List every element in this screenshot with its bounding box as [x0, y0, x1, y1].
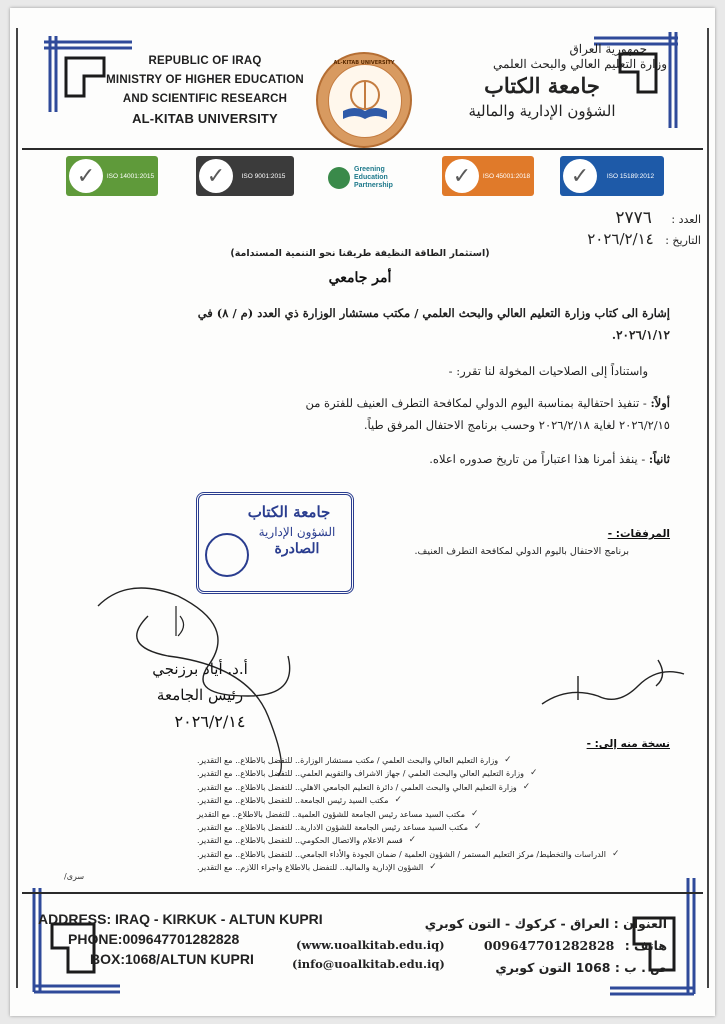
stamp-seal-icon: [205, 533, 249, 577]
reference-paragraph-line1: إشارة الى كتاب وزارة التعليم العالي والبحث العلمي / مكتب مستشار الوزارة ذي العدد (م / ٨) في: [197, 306, 670, 320]
first-clause-line1: أولاً: - تنفيذ احتفالية بمناسبة اليوم الدولي لمكافحة التطرف العنيف للفترة من: [305, 396, 670, 410]
checkmark-icon: ✓: [408, 835, 417, 846]
copy-recipient: ✓ الدراسات والتخطيط/ مركز التعليم المستمر / الشؤون العلمية / ضمان الجودة والأداء الجامعي.. للتفضل بالاطلاع.. مع التقدير.: [197, 848, 667, 861]
second-clause: ثانياً: - ينفذ أمرنا هذا اعتباراً من تاريخ صدوره اعلاه.: [429, 452, 670, 466]
copy-recipient: ✓ وزارة التعليم العالي والبحث العلمي / مكتب مستشار الوزارة.. للتفضل بالاطلاع.. مع التقدير.: [197, 754, 667, 767]
english-header-line: REPUBLIC OF IRAQ: [148, 55, 262, 67]
checkmark-icon: ✓: [199, 159, 233, 193]
checkmark-icon: ✓: [504, 755, 512, 765]
reference-date: التاريخ : ٢٠٢٦/٢/١٤: [587, 230, 701, 248]
open-book-icon: [329, 65, 401, 137]
initials-signature: [538, 656, 688, 716]
copy-recipient: ✓ قسم الاعلام والاتصال الحكومي.. للتفضل بالاطلاع.. مع التقدير.: [197, 834, 667, 847]
signatory-name: أ.د. أياد برزنجي: [152, 660, 248, 678]
copies-list: [197, 754, 667, 875]
university-name-ar: جامعة الكتاب: [484, 73, 600, 98]
authority-paragraph: واستناداً إلى الصلاحيات المخولة لنا تقرر: -: [448, 364, 648, 378]
copy-recipient: ✓ وزارة التعليم العالي والبحث العلمي / دائرة التعليم الجامعي الاهلي.. للتفضل بالاطلاع.. مع التقدير.: [197, 781, 667, 794]
slogan: (استثمار الطاقة النظيفة طريقنا نحو التنمية المستدامة): [230, 248, 490, 259]
iso-15189-badge: ✓ ISO 15189:2012: [560, 156, 664, 196]
document-page: [10, 8, 715, 1016]
signature-date: ٢٠٢٦/٢/١٤: [174, 712, 246, 731]
logo-caption: AL-KITAB UNIVERSITY: [333, 60, 395, 66]
iso-9001-badge: ✓ ISO 9001:2015: [196, 156, 294, 196]
stamp-line: الصادرة: [274, 541, 320, 557]
checkmark-icon: ✓: [394, 795, 403, 806]
reference-paragraph-line2: ٢٠٢٦/١/١٢.: [611, 328, 670, 342]
copy-recipient: ✓ مكتب السيد مساعد رئيس الجامعة للشؤون الادارية.. للتفضل بالاطلاع.. مع التقدير.: [197, 821, 667, 834]
checkmark-icon: ✓: [522, 781, 531, 792]
first-clause-line2: ٢٠٢٦/٢/١٥ لغاية ٢٠٢٦/٢/١٨ وحسب برنامج الاحتفال المرفق طياً.: [363, 418, 670, 432]
reference-date-value: ٢٠٢٦/٢/١٤: [587, 230, 654, 248]
checkmark-icon: ✓: [445, 159, 479, 193]
greening-education-badge: Greening Education Partnership: [328, 162, 416, 194]
stamp-line: جامعة الكتاب: [247, 503, 331, 521]
left-border-line: [16, 28, 18, 988]
reference-number-value: ٢٧٧٦: [615, 208, 652, 228]
footer-address-ar: العنوان : العراق - كركوك - التون كوبري: [424, 916, 667, 931]
attachments-label: المرفقات: -: [607, 528, 670, 540]
copy-recipient: ✓ مكتب السيد مساعد رئيس الجامعة للشؤون العلمية.. للتفضل بالاطلاع.. مع التقدير: [197, 808, 667, 821]
iso-14001-badge: ✓ ISO 14001:2015: [66, 156, 158, 196]
university-logo: [316, 52, 412, 148]
university-name-en: AL-KITAB UNIVERSITY: [132, 111, 278, 126]
first-clause-label: أولاً:: [650, 396, 670, 410]
footer-phone-en: PHONE:009647701282828: [68, 931, 240, 947]
english-header-line: AND SCIENTIFIC RESEARCH: [122, 93, 288, 105]
checkmark-icon: ✓: [429, 862, 437, 873]
stamp-line: الشؤون الإدارية: [258, 525, 336, 539]
checkmark-icon: ✓: [563, 159, 597, 193]
copy-recipient: ✓ مكتب السيد رئيس الجامعة.. للتفضل بالاطلاع.. مع التقدير.: [197, 794, 667, 807]
signatory-position: رئيس الجامعة: [156, 686, 244, 704]
reference-number: العدد : ٢٧٧٦: [615, 208, 701, 228]
checkmark-icon: ✓: [529, 768, 538, 779]
typist-initials: /سرى: [64, 872, 85, 881]
attachment-item: برنامج الاحتفال باليوم الدولي لمكافحة التطرف العنيف.: [414, 546, 629, 557]
iso-45001-badge: ✓ ISO 45001:2018: [442, 156, 534, 196]
english-header: [85, 52, 325, 128]
english-header-line: MINISTRY OF HIGHER EDUCATION: [106, 74, 304, 86]
globe-icon: [328, 167, 350, 189]
checkmark-icon: ✓: [69, 159, 103, 193]
arabic-header-line: وزارة التعليم العالي والبحث العلمي: [493, 57, 667, 71]
second-clause-label: ثانياً:: [648, 452, 670, 466]
copy-recipient: ✓ وزارة التعليم العالي والبحث العلمي / جهاز الاشراف والتقويم العلمي.. للتفضل بالاطلاع.. مع التقدير.: [197, 767, 667, 780]
document-title: أمر جامعي: [328, 270, 392, 286]
footer-box-ar: ص . ب : 1068 التون كوبري: [495, 960, 667, 975]
department-name-ar: الشؤون الإدارية والمالية: [468, 102, 616, 120]
footer-website[interactable]: (www.uoalkitab.edu.iq): [296, 938, 445, 952]
arabic-header: [417, 42, 667, 120]
copies-label: نسخة منه إلى: -: [586, 738, 670, 750]
right-border-line: [707, 28, 709, 988]
arabic-header-line: جمهورية العراق: [569, 42, 647, 56]
footer-phone-ar: هاتف : 009647701282828: [483, 938, 667, 953]
footer-divider: [22, 892, 703, 894]
footer-email[interactable]: (info@uoalkitab.edu.iq): [292, 957, 445, 971]
checkmark-icon: ✓: [471, 808, 479, 819]
checkmark-icon: ✓: [611, 848, 620, 859]
footer-box-en: BOX:1068/ALTUN KUPRI: [90, 951, 254, 967]
header-divider: [22, 148, 703, 150]
checkmark-icon: ✓: [474, 822, 482, 833]
footer-address-en: ADDRESS: IRAQ - KIRKUK - ALTUN KUPRI: [38, 911, 323, 927]
copy-recipient: ✓ الشؤون الإدارية والمالية.. للتفضل بالاطلاع واجراء اللازم.. مع التقدير.: [197, 861, 667, 874]
